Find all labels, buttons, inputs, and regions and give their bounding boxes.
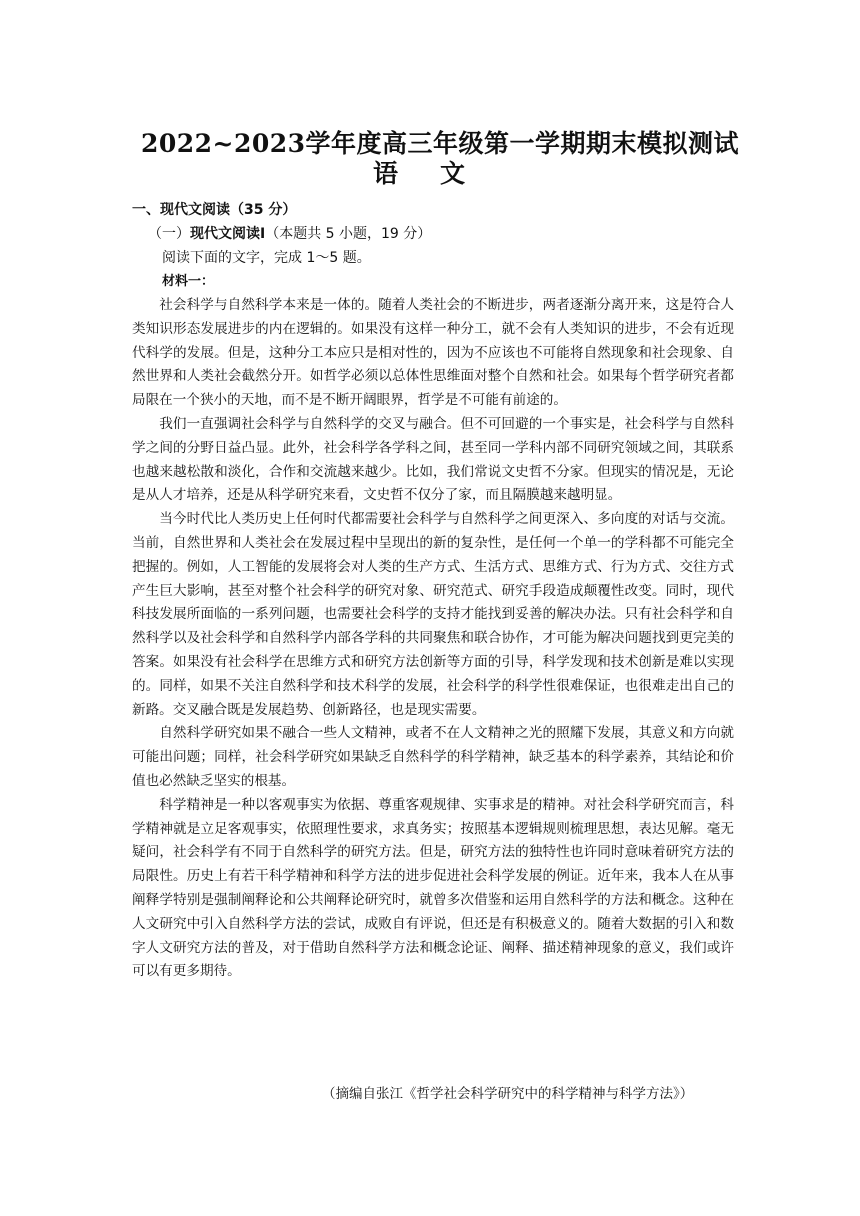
article-body <box>132 294 734 984</box>
paragraph-4: 自然科学研究如果不融合一些人文精神，或者不在人文精神之光的照耀下发展，其意义和方向就可能出问题；同样，社会科学研究如果缺乏自然科学的科学精神，缺乏基本的科学素养，其结论和价值也必然缺乏坚实的根基。 <box>132 725 734 789</box>
reading-instruction: 阅读下面的文字，完成 1～5 题。 <box>162 250 371 266</box>
section-heading: 一、现代文阅读（35 分） <box>132 202 297 218</box>
source-citation: （摘编自张江《哲学社会科学研究中的科学精神与科学方法》） <box>322 1086 694 1102</box>
subsection-heading <box>148 224 431 244</box>
subsection-note: （本题共 5 小题，19 分） <box>265 226 432 242</box>
paragraph-3: 当今时代比人类历史上任何时代都需要社会科学与自然科学之间更深入、多向度的对话与交流。当前，自然世界和人类社会在发展过程中呈现出的新的复杂性，是任何一个单一的学科都不可能完全把握的。例如，人工智能的发展将会对人类的生产方式、生活方式、思维方式、行为方式、交往方式产生巨大影响，甚至对整个社会科学的研究对象、研究范式、研究手段造成颠覆性改变。同时，现代科技发展所面临的一系列问题，也需要社会科学的支持才能找到妥善的解决办法。只有社会科学和自然科学以及社会科学和自然科学内部各学科的共同聚焦和联合协作，才可能为解决问题找到更完美的答案。如果没有社会科学在思维方式和研究方法创新等方面的引导，科学发现和技术创新是难以实现的。同样，如果不关注自然科学和技术科学的发展，社会科学的科学性很难保证，也很难走出自己的新路。交叉融合既是发展趋势、创新路径，也是现实需要。 <box>132 511 734 718</box>
paragraph-2: 我们一直强调社会科学与自然科学的交叉与融合。但不可回避的一个事实是，社会科学与自然科学之间的分野日益凸显。此外，社会科学各学科之间，甚至同一学科内部不同研究领域之间，其联系也越来越松散和淡化，合作和交流越来越少。比如，我们常说文史哲不分家。但现实的情况是，无论是从人才培养，还是从科学研究来看，文史哲不仅分了家，而且隔膜越来越明显。 <box>132 415 734 504</box>
paragraph-1: 社会科学与自然科学本来是一体的。随着人类社会的不断进步，两者逐渐分离开来，这是符合人类知识形态发展进步的内在逻辑的。如果没有这样一种分工，就不会有人类知识的进步，不会有近现代科学的发展。但是，这种分工本应只是相对性的，因为不应该也不可能将自然现象和社会现象、自然世界和人类社会截然分开。如哲学必须以总体性思维面对整个自然和社会。如果每个哲学研究者都局限在一个狭小的天地，而不是不断开阔眼界，哲学是不可能有前途的。 <box>132 297 734 409</box>
paragraph-5: 科学精神是一种以客观事实为依据、尊重客观规律、实事求是的精神。对社会科学研究而言，科学精神就是立足客观事实，依照理性要求，求真务实；按照基本逻辑规则梳理思想，表达见解。毫无疑问，社会科学有不同于自然科学的研究方法。但是，研究方法的独特性也许同时意味着研究方法的局限性。历史上有若干科学精神和科学方法的进步促进社会科学发展的例证。近年来，我本人在从事阐释学特别是强制阐释论和公共阐释论研究时，就曾多次借鉴和运用自然科学的方法和概念。这种在人文研究中引入自然科学方法的尝试，成败自有评说，但还是有积极意义的。随着大数据的引入和数字人文研究方法的普及，对于借助自然科学方法和概念论证、阐释、描述精神现象的意义，我们或许可以有更多期待。 <box>132 796 734 980</box>
subsection-prefix: （一） <box>148 226 190 242</box>
subject-title: 语文 <box>372 159 507 188</box>
subsection-title: 现代文阅读Ⅰ <box>190 226 266 242</box>
exam-title: 2022~2023学年度高三年级第一学期期末模拟测试 <box>140 129 740 158</box>
material-label: 材料一： <box>162 274 215 289</box>
